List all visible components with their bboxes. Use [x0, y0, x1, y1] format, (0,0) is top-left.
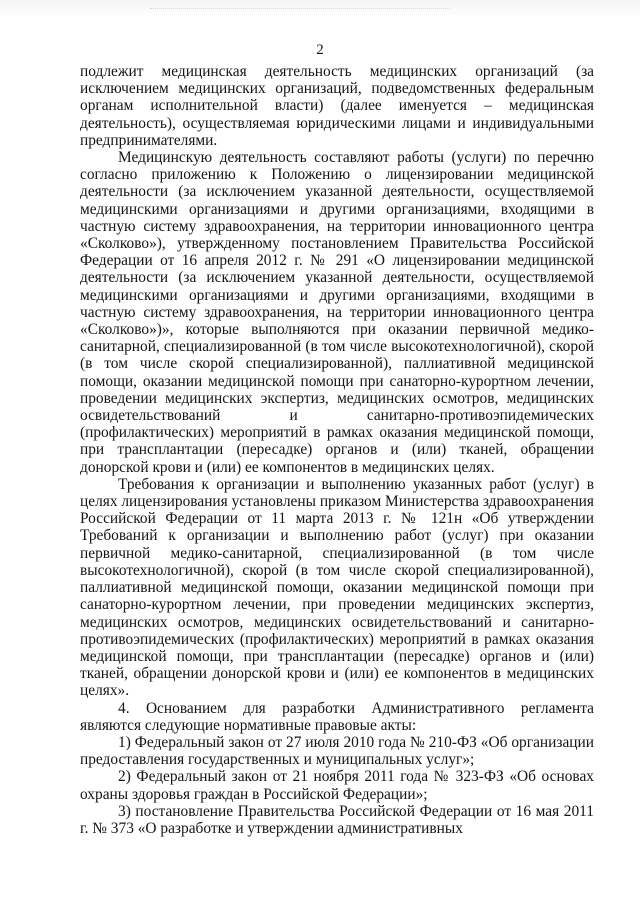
- page-number: 2: [316, 42, 324, 58]
- paragraph-medical-activity-works: Медицинскую деятельность составляют работы (услуги) по перечню согласно приложению к Положению о лицензировании медицинской деятельности (за исключением указанной деятельности, осуществляемой медицинскими организациями и другими организациями, входящими в частную систему здравоохранения, на территории инновационного центра «Сколково»), утвержденному постановлением Правительства Российской Федерации от 16 апреля 2012 г. № 291 «О лицензировании медицинской деятельности (за исключением указанной деятельности, осуществляемой медицинскими организациями и другими организациями, входящими в частную систему здравоохранения, на территории инновационного центра «Сколково»)», которые выполняются при оказании первичной медико-санитарной, специализированной (в том числе высокотехнологичной), скорой (в том числе скорой специализированной), паллиативной медицинской помощи, оказании медицинской помощи при санаторно-курортном лечении, проведении медицинских экспертиз, медицинских осмотров, медицинских освидетельствований и санитарно-противоэпидемических (профилактических) мероприятий в рамках оказания медицинской помощи, при трансплантации (пересадке) органов и (или) тканей, обращении донорской крови и (или) ее компонентов в медицинских целях.: [80, 149, 594, 476]
- document-body: [80, 63, 594, 837]
- scan-shadow: [0, 0, 640, 18]
- list-item-law-323: 2) Федеральный закон от 21 ноября 2011 года № 323-ФЗ «Об основах охраны здоровья граждан в Российской Федерации»;: [80, 768, 594, 803]
- list-item-law-210: 1) Федеральный закон от 27 июля 2010 года № 210-ФЗ «Об организации предоставления государственных и муниципальных услуг»;: [80, 733, 594, 769]
- list-item-decree-373: 3) постановление Правительства Российской Федерации от 16 мая 2011 г. № 373 «О разработке и утверждении административных: [80, 802, 594, 837]
- scan-noise: [150, 8, 450, 11]
- paragraph-requirements: Требования к организации и выполнению указанных работ (услуг) в целях лицензирования установлены приказом Министерства здравоохранения Российской Федерации от 11 марта 2013 г. № 121н «Об утверждении Требований к организации и выполнению работ (услуг) при оказании первичной медико-санитарной, специализированной (в том числе высокотехнологичной), скорой (в том числе скорой специализированной), паллиативной медицинской помощи, оказании медицинской помощи при санаторно-курортном лечении, при проведении медицинских экспертиз, медицинских осмотров, медицинских освидетельствований и санитарно-противоэпидемических (профилактических) мероприятий в рамках оказания медицинской помощи, при трансплантации (пересадке) органов и (или) тканей, обращении донорской крови и (или) ее компонентов в медицинских целях».: [80, 475, 594, 700]
- paragraph-continuation: подлежит медицинская деятельность медицинских организаций (за исключением медицинских организаций, подведомственных федеральным органам исполнительной власти) (далее именуется – медицинская деятельность), осуществляемая юридическими лицами и индивидуальными предпринимателями.: [80, 63, 594, 149]
- paragraph-legal-basis: 4. Основанием для разработки Административного регламента являются следующие нормативные правовые акты:: [80, 699, 594, 734]
